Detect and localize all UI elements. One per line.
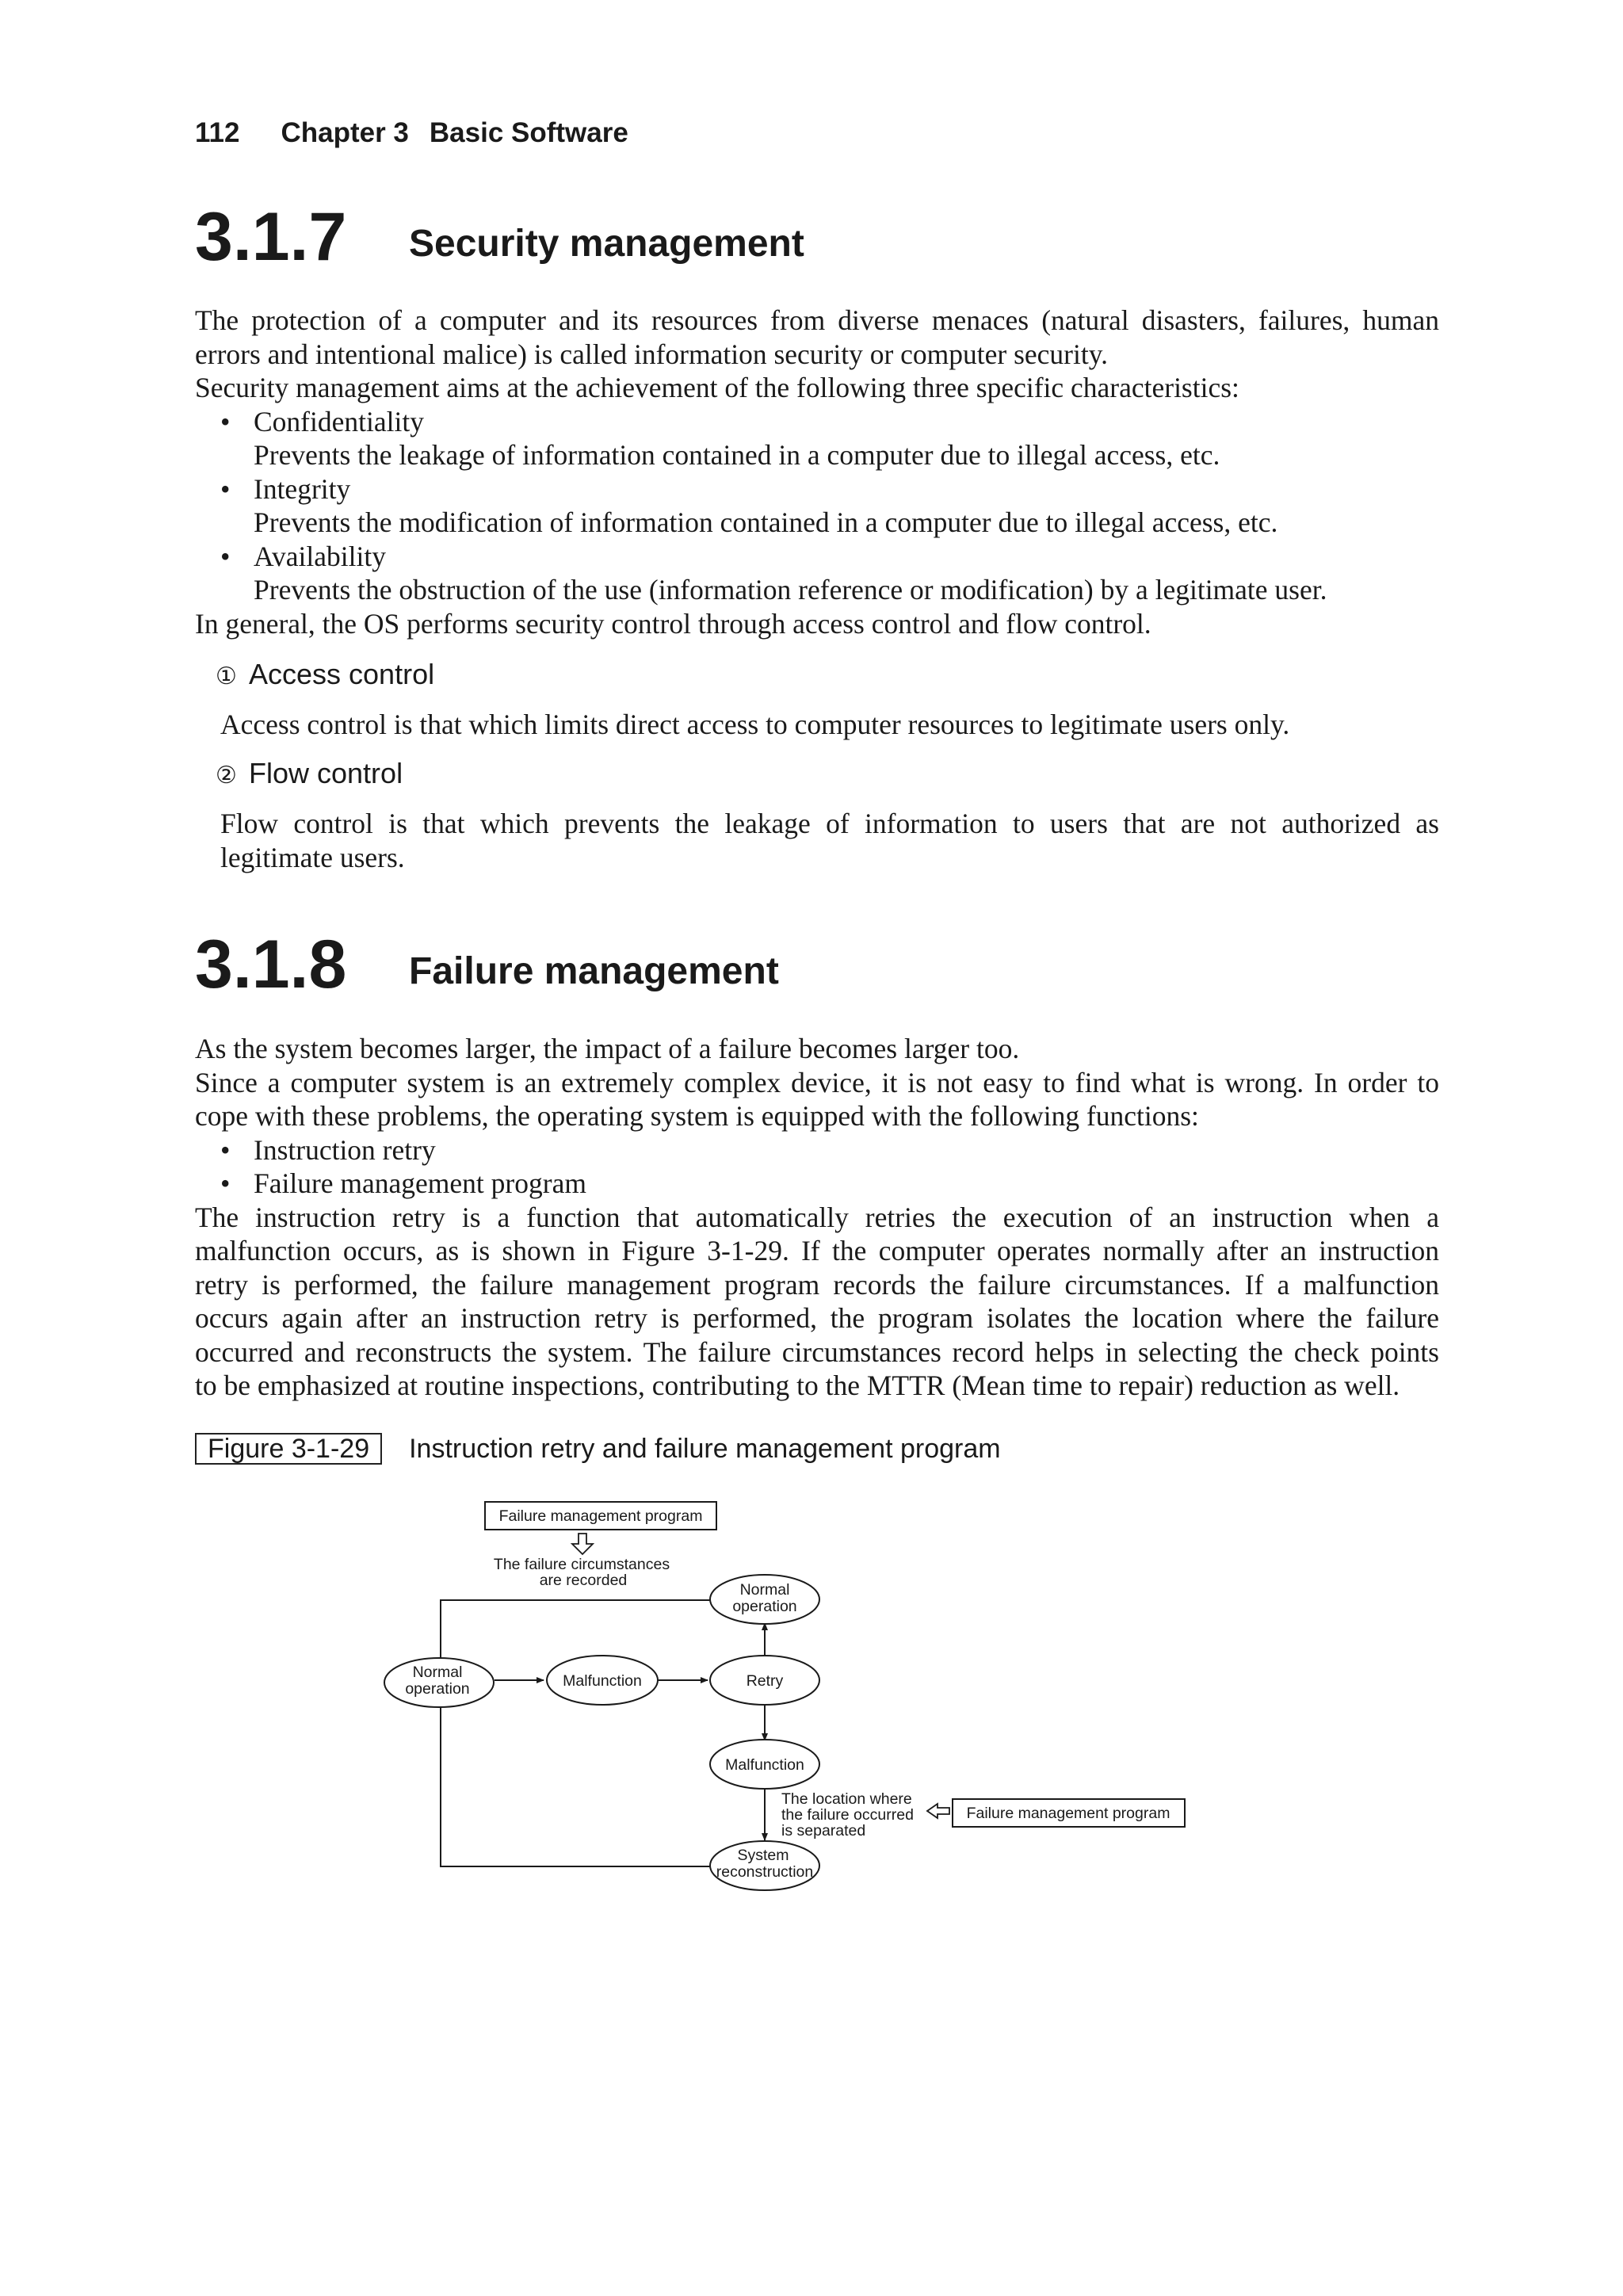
s318-para3-line1: The instruction retry is a function that automatically retries the execution of an instruction when a — [195, 1201, 1439, 1233]
s317-bullet-integrity: • Integrity — [220, 472, 351, 505]
s317-para1-line1: The protection of a computer and its resources from diverse menaces (natural disasters, failures, human — [195, 304, 1439, 336]
s317-para1-line2: errors and intentional malice) is called information security or computer security. — [195, 338, 1109, 370]
malfunction-mid-label: Malfunction — [563, 1672, 642, 1690]
s317-para3: In general, the OS performs security control through access control and flow control. — [195, 607, 1151, 640]
flow-control-line2: legitimate users. — [220, 841, 405, 873]
fmp-top-label: Failure management program — [498, 1507, 703, 1525]
normal-operation-top-line1: Normal — [739, 1581, 790, 1599]
bullet-term: Integrity — [254, 472, 351, 505]
s318-para3-line2: malfunction occurs, as is shown in Figure 3-1-29. If the computer operates normally after an instruction — [195, 1235, 1439, 1266]
bullet-term: Failure management program — [254, 1167, 586, 1199]
s318-para2-line2: cope with these problems, the operating system is equipped with the following functions: — [195, 1100, 1199, 1132]
s318-bullet-instruction-retry: • Instruction retry — [220, 1133, 436, 1166]
flow-control-line1: Flow control is that which prevents the leakage of information to users that are not authorized as — [220, 808, 1439, 839]
separated-annotation-line3: is separated — [781, 1822, 866, 1839]
s317-para2: Security management aims at the achievement of the following three specific characteristics: — [195, 372, 1239, 403]
s318-para3-line4: occurs again after an instruction retry is performed, the program isolates the location where the failure — [195, 1302, 1439, 1334]
s318-para1: As the system becomes larger, the impact of a failure becomes larger too. — [195, 1033, 1020, 1064]
figure-label: Figure 3-1-29 — [195, 1433, 382, 1465]
hollow-arrow-down-icon — [572, 1534, 593, 1554]
access-control-text: Access control is that which limits direct access to computer resources to legitimate users only. — [220, 709, 1290, 740]
s317-bullet-confidentiality-desc: Prevents the leakage of information contained in a computer due to illegal access, etc. — [254, 439, 1220, 471]
normal-operation-left-line2: operation — [405, 1680, 470, 1698]
normal-operation-top-line2: operation — [732, 1598, 797, 1615]
chapter-title: Basic Software — [429, 117, 628, 148]
recorded-annotation-line1: The failure circumstances — [493, 1556, 670, 1573]
access-control-title: Access control — [249, 658, 435, 690]
bullet-term: Availability — [254, 540, 386, 572]
s318-para3-line3: retry is performed, the failure management program records the failure circumstances. If a malfunction — [195, 1268, 1439, 1301]
separated-annotation-line2: the failure occurred — [781, 1806, 914, 1824]
section-318-title: Failure management — [409, 950, 779, 992]
recorded-annotation-line2: are recorded — [539, 1572, 628, 1589]
retry-label: Retry — [746, 1672, 784, 1690]
malfunction-low-label: Malfunction — [725, 1756, 804, 1774]
section-317-title: Security management — [409, 223, 804, 265]
s317-bullet-availability: • Availability — [220, 540, 386, 572]
bullet-term: Confidentiality — [254, 405, 424, 437]
s318-para3-line6: to be emphasized at routine inspections, contributing to the MTTR (Mean time to repair) reduction as well. — [195, 1370, 1400, 1401]
s318-para2-line1: Since a computer system is an extremely complex device, it is not easy to find what is wrong. In order to — [195, 1066, 1439, 1098]
hollow-arrow-left-icon — [927, 1804, 949, 1818]
normal-operation-left-line1: Normal — [412, 1664, 463, 1681]
figure-title: Instruction retry and failure management program — [409, 1434, 1001, 1464]
section-318-number: 3.1.8 — [195, 926, 347, 1003]
s318-para3-line5: occurred and reconstructs the system. The failure circumstances record helps in selecting the check points — [195, 1335, 1439, 1368]
s317-bullet-confidentiality: • Confidentiality — [220, 405, 424, 437]
page-number: 112 — [195, 117, 240, 148]
connector-bottom-loop — [441, 1695, 716, 1866]
system-reconstruction-line2: reconstruction — [716, 1863, 814, 1881]
chapter-label: Chapter 3 — [281, 117, 409, 148]
fmp-right-label: Failure management program — [966, 1805, 1170, 1822]
bullet-term: Instruction retry — [254, 1133, 436, 1166]
s317-bullet-availability-desc: Prevents the obstruction of the use (information reference or modification) by a legitimate user. — [254, 574, 1327, 606]
circled-two-icon: ② — [216, 762, 237, 789]
flow-control-title: Flow control — [249, 757, 403, 789]
system-reconstruction-line1: System — [737, 1847, 789, 1864]
section-317-number: 3.1.7 — [195, 199, 347, 275]
s317-bullet-integrity-desc: Prevents the modification of information contained in a computer due to illegal access, etc. — [254, 506, 1278, 538]
circled-one-icon: ① — [216, 663, 237, 690]
s318-bullet-failure-program: • Failure management program — [220, 1167, 586, 1199]
separated-annotation-line1: The location where — [781, 1790, 912, 1808]
